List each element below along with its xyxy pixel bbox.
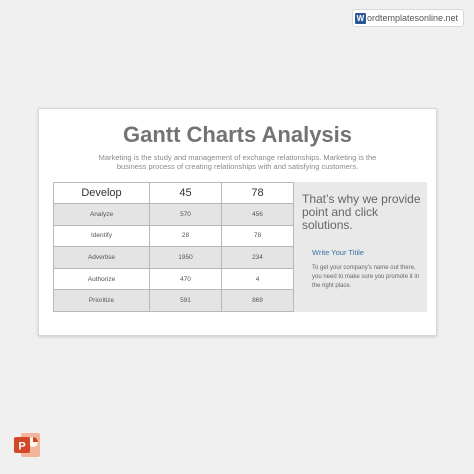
table-cell: 4 bbox=[222, 268, 294, 290]
powerpoint-letter: P bbox=[18, 440, 26, 453]
data-table bbox=[53, 182, 294, 312]
panel-body-text: To get your company’s name out there, you need to make sure you promote it in the right place. bbox=[312, 265, 420, 289]
table-cell: Analyze bbox=[54, 204, 150, 226]
watermark-logo: W bbox=[356, 13, 365, 23]
text-panel bbox=[294, 182, 427, 312]
table-row bbox=[54, 225, 294, 247]
table-cell: 570 bbox=[150, 204, 222, 226]
table-cell: Identify bbox=[54, 225, 150, 247]
table-row bbox=[54, 290, 294, 312]
table-cell: 456 bbox=[222, 204, 294, 226]
table-header-cell: 45 bbox=[150, 183, 222, 204]
table-cell: 78 bbox=[222, 225, 294, 247]
table-cell: Prioritize bbox=[54, 290, 150, 312]
table-cell: 470 bbox=[150, 268, 222, 290]
table-cell: 591 bbox=[150, 290, 222, 312]
table-row bbox=[54, 247, 294, 269]
table-header-cell: Develop bbox=[54, 183, 150, 204]
panel-subheading: Write Your Titile bbox=[312, 248, 364, 257]
watermark-text: ordtemplatesonline.net bbox=[366, 13, 458, 23]
slide-title: Gantt Charts Analysis bbox=[122, 122, 353, 147]
table-cell: 869 bbox=[222, 290, 294, 312]
slide-subtitle: Marketing is the study and management of exchange relationships. Marketing is the business process of creating relationships with and satisfying customers. bbox=[98, 153, 377, 171]
table-header-row bbox=[54, 183, 294, 204]
table-row bbox=[54, 204, 294, 226]
table-row bbox=[54, 268, 294, 290]
table-cell: 1950 bbox=[150, 247, 222, 269]
table-cell: 28 bbox=[150, 225, 222, 247]
watermark-badge bbox=[352, 9, 464, 27]
table-cell: Authorize bbox=[54, 268, 150, 290]
panel-heading: That’s why we provide point and click solutions. bbox=[302, 192, 421, 232]
table-header-cell: 78 bbox=[222, 183, 294, 204]
slide-preview bbox=[38, 108, 437, 336]
table-cell: Advertise bbox=[54, 247, 150, 269]
table-cell: 234 bbox=[222, 247, 294, 269]
powerpoint-icon bbox=[12, 430, 42, 460]
